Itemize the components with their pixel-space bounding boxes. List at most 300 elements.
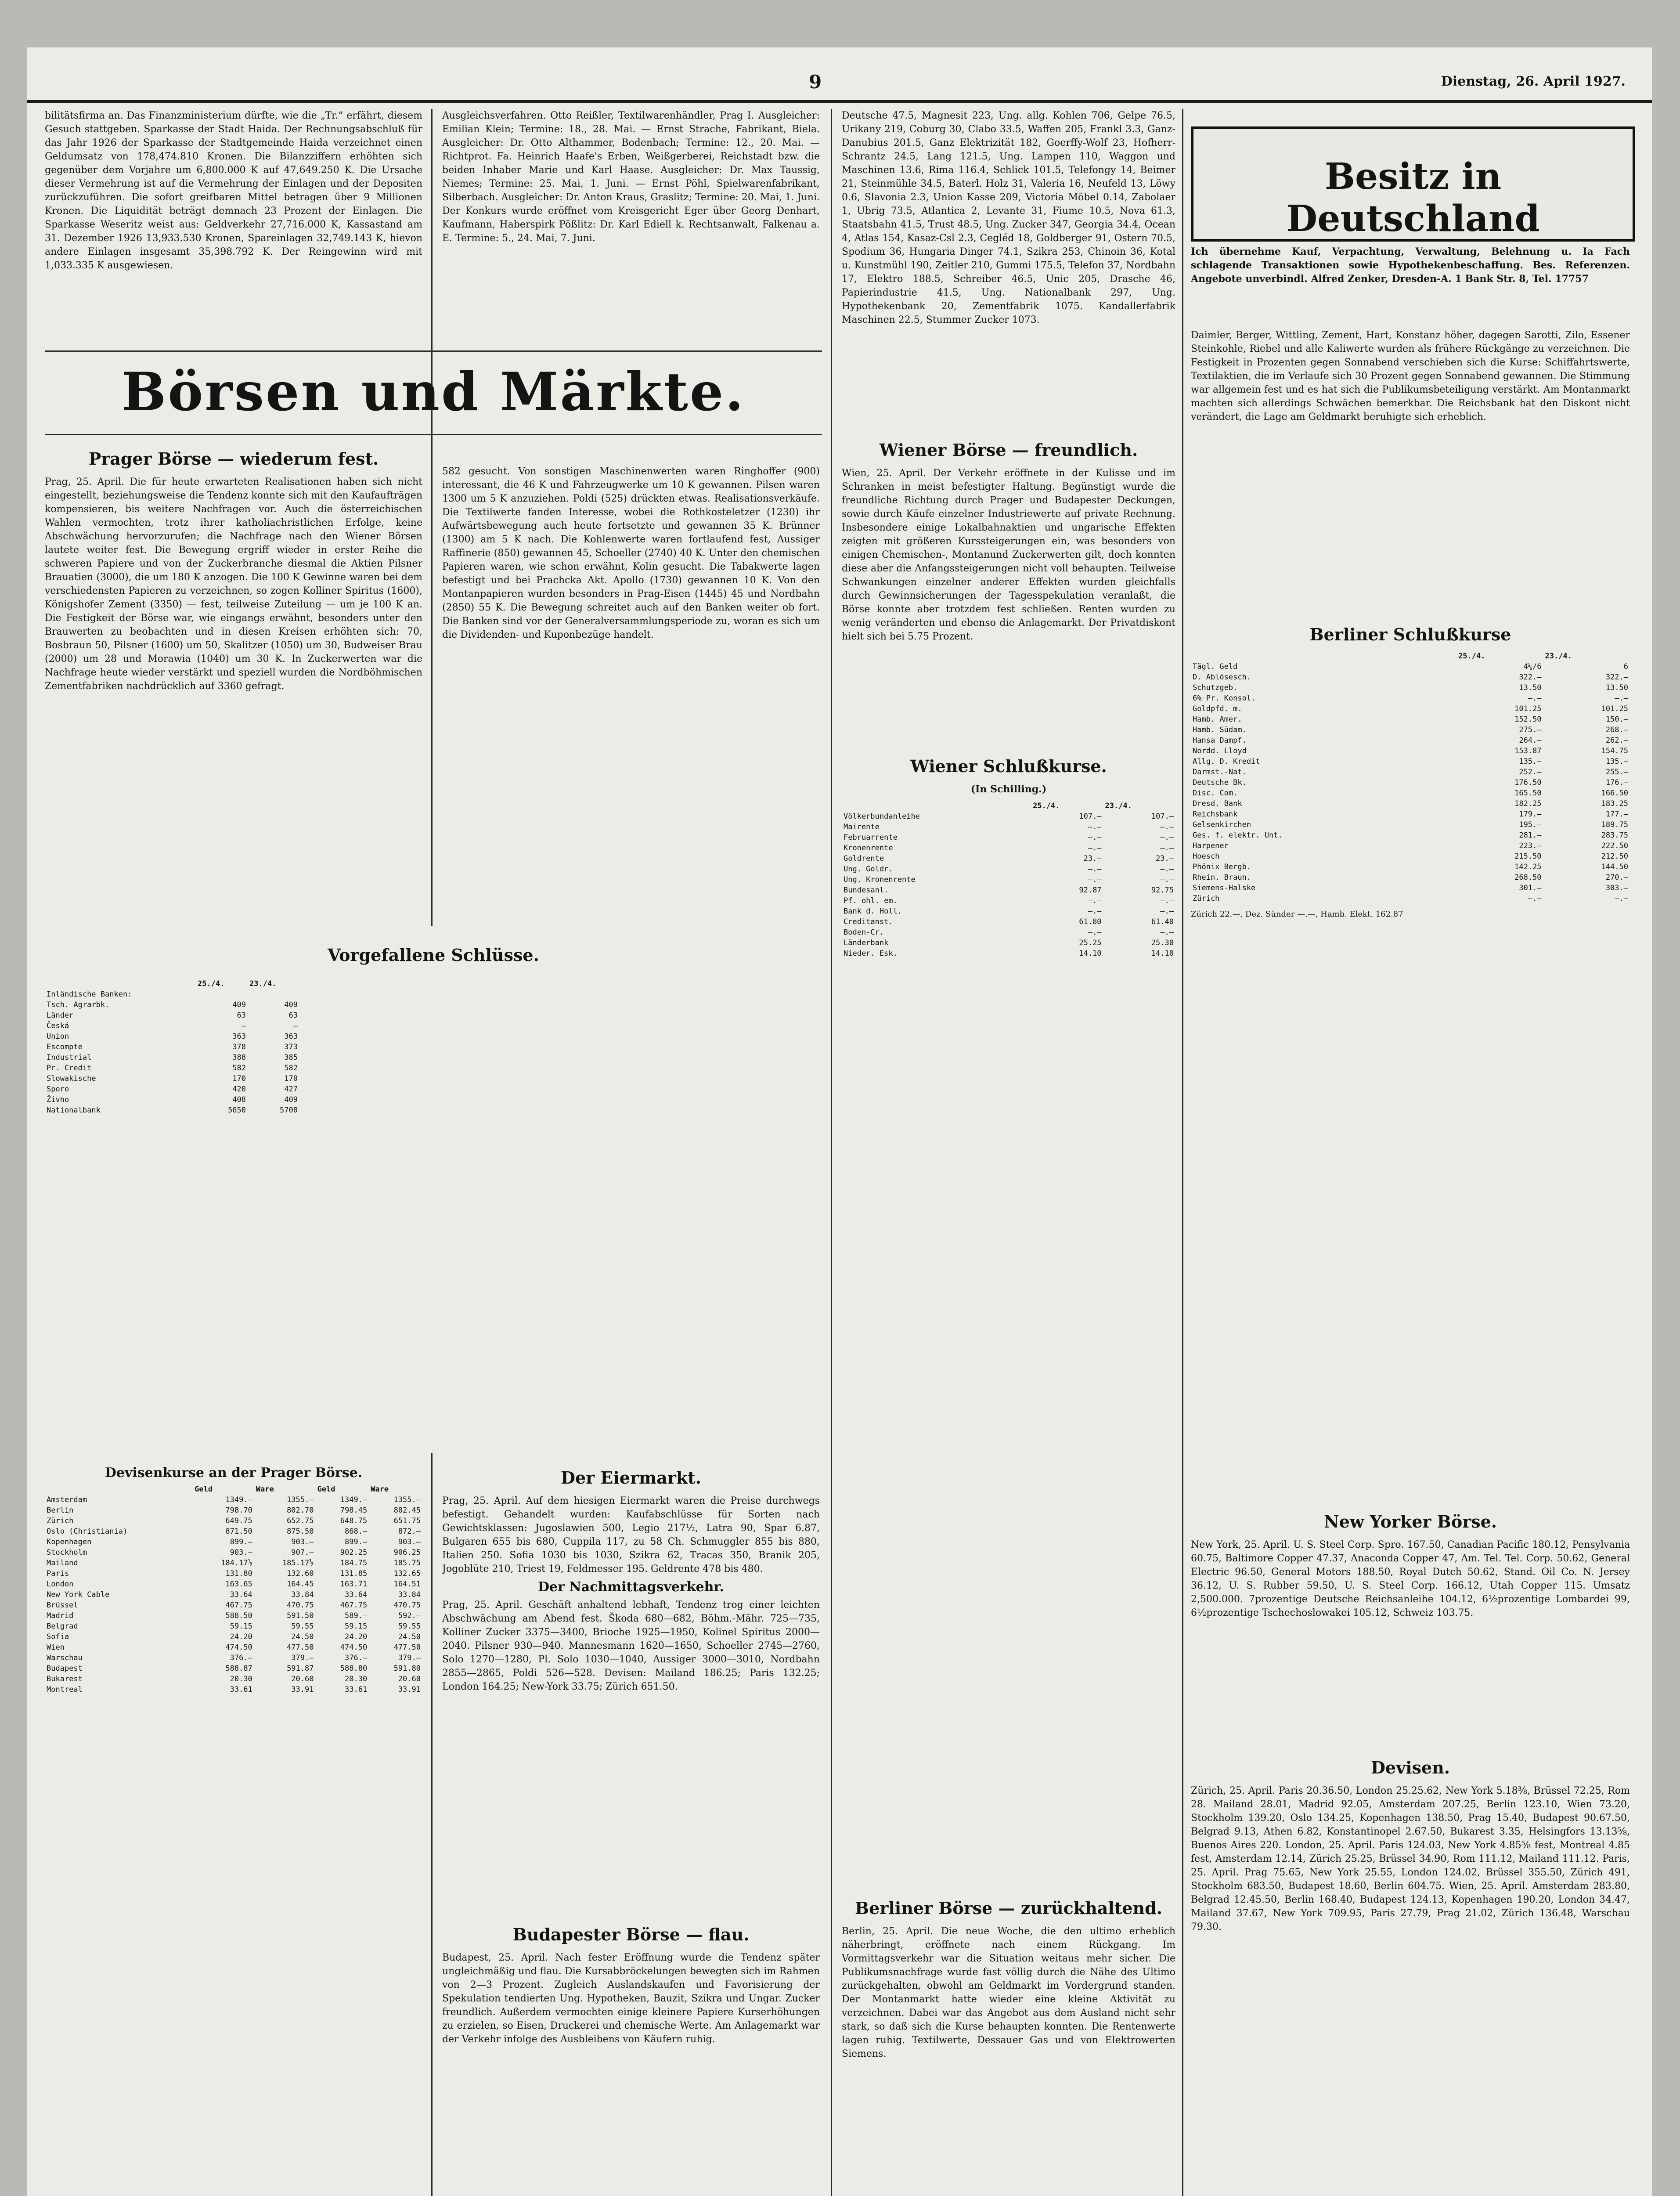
- vienna-close-row: [842, 811, 1175, 822]
- berlin-headline: Berliner Börse — zurückhaltend.: [855, 1898, 1162, 1918]
- table-cell: [196, 989, 248, 1000]
- currency-row-header: [45, 1484, 422, 1495]
- table-cell: 906.25: [393, 1548, 421, 1557]
- table-cell: Länderbank: [844, 939, 889, 947]
- table-cell: 179.—: [1519, 810, 1542, 819]
- berlin-close-row: [1191, 735, 1630, 746]
- table-cell: —.—: [1088, 907, 1102, 916]
- table-cell: 6% Pr. Konsol.: [1193, 694, 1256, 703]
- table-cell: —.—: [1160, 844, 1174, 852]
- currency-row: [45, 1558, 422, 1568]
- table-cell: 20.30: [230, 1675, 252, 1683]
- prague-headline: Prager Börse — wiederum fest.: [88, 449, 379, 469]
- table-cell: 33.84: [291, 1590, 314, 1599]
- table-cell: 189.75: [1601, 820, 1628, 829]
- table-cell: 14.10: [1151, 949, 1174, 958]
- advertisement: [1191, 126, 1635, 242]
- prague-report: Prag, 25. April. Die für heute erwarteten Realisationen haben sich nicht eingestellt, beziehungsweise die Tendenz konnte sich mit den Kaufaufträgen kompensieren, bis weitere Nachfragen vor. Auch die österreichischen Wahlen vermochten, trotz ihrer katholiachristlichen Erfolge, keine Abschwächung hervorzurufen; die Nachfrage nach den Wiener Börsen lautete weiter fest. Die Bewegung ergriff wieder in erster Reihe die schweren Papiere und von der Zuckerbranche diesmal die Aktien Pilsner Brauatien (3000), die um 180 K anzogen. Die 100 K Gewinne waren bei dem verschiedensten Papieren zu verzeichnen, so zogen Kolliner Spiritus (1600), Königshofer Zement (3350) — fest, teilweise Zuteilung — um je 100 K an. Die Festigkeit der Börse war, wie eingangs erwähnt, besonders unter den Brauwerten zu beobachten und in diesen Kreisen erhöhten sich: 70, Bosbraun 50, Pilsner (1600) um 50, Skalitzer (1050) um 30, Budweiser Brau (2000) um 28 und Morawia (1040) um 30 K. In Zuckerwerten war die Nachfrage heute wieder verstärkt und speziell wurden die Nordböhmischen Zementfabriken nachdrücklich auf 3360 gefragt.: [45, 477, 422, 692]
- table-cell: 648.75: [340, 1517, 368, 1525]
- vienna-close-section: [842, 750, 1175, 1875]
- berlin-close-row-header: [1191, 651, 1630, 661]
- table-cell: 899.—: [230, 1538, 252, 1546]
- table-cell: Creditanst.: [844, 917, 893, 926]
- table-cell: Tsch. Agrarbk.: [47, 1000, 110, 1009]
- table-cell: Allg. D. Kredit: [1193, 757, 1260, 766]
- table-cell: —.—: [1615, 894, 1628, 903]
- vienna-close-subtitle: (In Schilling.): [970, 784, 1047, 795]
- table-cell: 903.—: [291, 1538, 314, 1546]
- berlin-close-row: [1191, 693, 1630, 704]
- transaction-row: [45, 1105, 299, 1116]
- table-cell: 652.75: [287, 1517, 314, 1525]
- berlin-report: Berlin, 25. April. Die neue Woche, die den ultimo erheblich näherbringt, eröffnete nach einem Rückgang. Im Vormittagsverkehr war die Situation weitaus mehr sicher. Die Publikumsnachfrage wurde fast völlig durch die Nähe des Ultimo zurückgehalten, obwohl am Geldmarkt im Vordergrund standen. Der Montanmarkt hatte wieder eine kleine Aktivität zu verzeichnen. Dabei war das Angebot aus dem Ausland nicht sehr stark, so daß sich die Kurse behaupten konnten. Die Rentenwerte lagen ruhig. Textilwerte, Dessauer Gas und von Elektrowerten Siemens.: [842, 1926, 1175, 2059]
- table-cell: Ges. f. elektr. Unt.: [1193, 831, 1283, 840]
- table-cell: Sporo: [47, 1085, 69, 1094]
- transaction-row: [45, 1052, 299, 1063]
- table-cell: 474.50: [340, 1643, 368, 1652]
- vienna-headline: Wiener Börse — freundlich.: [879, 440, 1138, 460]
- table-cell: 135.—: [1519, 757, 1542, 766]
- table-cell: Hamb. Südam.: [1193, 726, 1247, 734]
- table-cell: 101.25: [1514, 704, 1542, 713]
- vienna-close-row: [842, 832, 1175, 843]
- currency-row: [45, 1589, 422, 1600]
- column-header: Geld: [195, 1485, 213, 1494]
- table-cell: 420: [232, 1085, 246, 1094]
- table-cell: Escompte: [47, 1043, 83, 1051]
- berlin-close-row: [1191, 851, 1630, 862]
- table-cell: 176.—: [1605, 778, 1628, 787]
- table-cell: Pf. ohl. em.: [844, 896, 898, 905]
- column-header: [45, 1484, 193, 1495]
- vienna-close-row: [842, 874, 1175, 885]
- new-york-report: New York, 25. April. U. S. Steel Corp. Spro. 167.50, Canadian Pacific 180.12, Pensylvania 60.75, Baltimore Copper 47.37, Anaconda Copper 47, Am. Tel. Tel. Corp. 50.62, General Electric 96.50, General Motors 188.50, Royal Dutch 50.62, Stand. Oil Co. N. Jersey 36.12, U. S. Rubber 59.50, U. S. Steel Corp. 166.12, Utah Copper 115. Umsatz 2,500.000. 7prozentige Deutsche Reichsanleihe 104.12, 6½prozentige Lombardei 99, 6½prozentige Tschechoslowakei 105.12, Schweiz 103.75.: [1191, 1539, 1630, 1618]
- table-cell: 582: [232, 1064, 246, 1073]
- table-cell: 270.—: [1605, 873, 1628, 882]
- table-cell: Stockholm: [47, 1548, 87, 1557]
- table-cell: 363: [284, 1032, 298, 1041]
- berlin-close-row: [1191, 661, 1630, 672]
- table-cell: D. Ablösesch.: [1193, 673, 1251, 682]
- table-cell: 185.17½: [282, 1559, 314, 1568]
- table-cell: 281.—: [1519, 831, 1542, 840]
- currency-row: [45, 1642, 422, 1653]
- currency-row: [45, 1516, 422, 1526]
- table-cell: —.—: [1088, 896, 1102, 905]
- table-cell: —.—: [1160, 823, 1174, 831]
- vienna-close-headline: Wiener Schlußkurse.: [910, 756, 1107, 776]
- table-cell: 33.64: [345, 1590, 368, 1599]
- table-cell: 907.—: [291, 1548, 314, 1557]
- table-cell: 467.75: [340, 1601, 368, 1610]
- table-cell: Harpener: [1193, 842, 1229, 850]
- table-cell: 592.—: [398, 1611, 421, 1620]
- transaction-row: [45, 1010, 299, 1021]
- table-cell: 135.—: [1605, 757, 1628, 766]
- table-cell: Montreal: [47, 1685, 83, 1694]
- berlin-close-grid: [1191, 651, 1630, 904]
- vienna-close-row: [842, 948, 1175, 959]
- egg-market-report: Prag, 25. April. Auf dem hiesigen Eiermarkt waren die Preise durchwegs befestigt. Gehandelt wurden: Kaufabschlüsse für Sorten nach Gewichtsklassen: Jugoslawien 500, Legio 217½, Latra 90, Spar 6.87, Bulgaren 655 bis 680, Cuppila 117, zu 58 Ch. Schmuggler 855 bis 880, Italien 250. Sofia 1030 bis 1030, Szikra 62, Tracas 350, Branik 205, Jogoblüte 210, Triest 19, Feldmesser 195. Geldrente 478 bis 480.: [442, 1495, 820, 1575]
- currency-row: [45, 1579, 422, 1589]
- berlin-close-row: [1191, 820, 1630, 830]
- table-cell: Hoesch: [1193, 852, 1220, 861]
- column-header: [842, 801, 1031, 811]
- table-cell: 467.75: [225, 1601, 252, 1610]
- table-cell: 154.75: [1601, 747, 1628, 755]
- table-cell: 152.50: [1514, 715, 1542, 724]
- table-cell: 20.30: [345, 1675, 368, 1683]
- table-cell: 408: [232, 1095, 246, 1104]
- egg-market-headline: Der Eiermarkt.: [561, 1468, 701, 1488]
- table-cell: 802.70: [287, 1506, 314, 1515]
- table-cell: 1349.—: [225, 1495, 252, 1504]
- table-cell: —.—: [1160, 833, 1174, 842]
- berlin-close-row: [1191, 683, 1630, 693]
- currency-row: [45, 1632, 422, 1642]
- table-cell: [248, 989, 299, 1000]
- table-cell: 101.25: [1601, 704, 1628, 713]
- table-cell: Siemens-Halske: [1193, 884, 1256, 892]
- berlin-section: [842, 1892, 1175, 2196]
- table-cell: 177.—: [1605, 810, 1628, 819]
- transactions-headline: Vorgefallene Schlüsse.: [328, 945, 539, 965]
- table-cell: 165.50: [1514, 789, 1542, 798]
- table-cell: Boden-Cr.: [844, 928, 884, 937]
- table-cell: 63: [237, 1011, 246, 1020]
- header-date: Dienstag, 26. April 1927.: [1441, 74, 1626, 89]
- table-cell: 59.15: [345, 1622, 368, 1631]
- table-cell: 195.—: [1519, 820, 1542, 829]
- table-cell: 798.70: [225, 1506, 252, 1515]
- table-cell: —.—: [1088, 833, 1102, 842]
- table-cell: 223.—: [1519, 842, 1542, 850]
- table-cell: 14.10: [1079, 949, 1102, 958]
- table-cell: 25.25: [1079, 939, 1102, 947]
- berlin-close-row: [1191, 767, 1630, 777]
- table-cell: Belgrad: [47, 1622, 78, 1631]
- column-header: [1191, 651, 1456, 661]
- column-rule: [431, 1453, 433, 2196]
- currency-row: [45, 1653, 422, 1663]
- table-cell: —.—: [1615, 694, 1628, 703]
- table-cell: 182.25: [1514, 799, 1542, 808]
- vienna-close-row-header: [842, 801, 1175, 811]
- table-cell: Nordd. Lloyd: [1193, 747, 1247, 755]
- table-cell: 61.40: [1151, 917, 1174, 926]
- table-cell: 1349.—: [340, 1495, 368, 1504]
- table-cell: 33.84: [398, 1590, 421, 1599]
- berlin-close-row: [1191, 841, 1630, 851]
- new-york-headline: New Yorker Börse.: [1323, 1512, 1497, 1531]
- table-cell: Pr. Credit: [47, 1064, 92, 1073]
- table-cell: 262.—: [1605, 736, 1628, 745]
- table-cell: 651.75: [393, 1517, 421, 1525]
- table-cell: 4⅝/6: [1523, 662, 1542, 671]
- table-cell: 798.45: [340, 1506, 368, 1515]
- berlin-close-row: [1191, 714, 1630, 725]
- table-cell: 591.80: [393, 1664, 421, 1673]
- transaction-row: [45, 1084, 299, 1094]
- table-cell: 185.75: [393, 1559, 421, 1568]
- table-cell: 59.55: [398, 1622, 421, 1631]
- table-cell: 142.25: [1514, 863, 1542, 871]
- vienna-section: [842, 434, 1175, 741]
- table-cell: 144.50: [1601, 863, 1628, 871]
- table-cell: 5650: [228, 1106, 246, 1115]
- currency-section: [45, 1462, 422, 2196]
- table-cell: Česká: [47, 1022, 69, 1030]
- article-sparkasse: bilitätsfirma an. Das Finanzministerium dürfte, wie die „Tr.“ erfährt, diesem Gesuch stattgeben. Sparkasse der Stadt Haida. Der Rechnungsabschluß für das Jahr 1926 der Sparkasse der Stadtgemeinde Haida verzeichnet einen Geldumsatz von 178,474.810 Kronen. Die Bilanzziffern erhöhten sich gegenüber dem Vorjahre um 6,800.000 K auf 47,649.250 K. Die Ursache dieser Vermehrung ist auf die Vermehrung der Einlagen und der Depositen zurückzuführen. Die sofort greifbaren Mittel betragen über 9 Millionen Kronen. Die Liquidität beträgt demnach 23 Prozent der Einlagen. Die Sparkasse Weseritz weist aus: Geldverkehr 27,716.000 K, Kassastand am 31. Dezember 1926 13,933.530 Kronen, Spareinlagen 32,749.143 K, hievon andere Einlagen insgesamt 35,398.792 K. Der Reingewinn wird mit 1,033.335 K ausgewiesen.: [45, 110, 422, 271]
- table-cell: Kopenhagen: [47, 1538, 92, 1546]
- table-cell: London: [47, 1580, 74, 1589]
- table-cell: 899.—: [345, 1538, 368, 1546]
- column-header: Ware: [256, 1485, 274, 1494]
- table-cell: 176.50: [1514, 778, 1542, 787]
- table-cell: Gelsenkirchen: [1193, 820, 1251, 829]
- table-cell: Kronenrente: [844, 844, 893, 852]
- new-york-section: [1191, 1506, 1630, 1752]
- table-cell: 303.—: [1605, 884, 1628, 892]
- table-cell: 33.61: [345, 1685, 368, 1694]
- table-cell: Bukarest: [47, 1675, 83, 1683]
- prague-section: [45, 443, 422, 935]
- table-cell: 868.—: [345, 1527, 368, 1536]
- table-cell: 132.65: [393, 1569, 421, 1578]
- table-cell: Ung. Kronenrente: [844, 875, 916, 884]
- vienna-close-grid: [842, 801, 1175, 959]
- table-cell: 589.—: [345, 1611, 368, 1620]
- table-cell: 427: [284, 1085, 298, 1094]
- table-cell: 184.75: [340, 1559, 368, 1568]
- berlin-right-report: Daimler, Berger, Wittling, Zement, Hart, Konstanz höher, dagegen Sarotti, Zilo, Essener Steinkohle, Riebel und alle Kaliwerte wurden als frühere Rückgänge zu verzeichnen. Die Festigkeit in Prozenten gegen Sonnabend verschieben sich die Kurse: Schiffahrtswerte, Textilaktien, die im Verlaufe sich 30 Prozent gegen Sonnabend gewannen. Die Stimmung war allgemein fest und es hat sich die Publikumsbeteiligung verstärkt. Am Montanmarkt machten sich allerdings Schwächen bemerkbar. Die Reichsbank hat den Diskont nicht verändert, die Lage am Geldmarkt beruhigte sich erheblich.: [1191, 330, 1630, 423]
- currency-row: [45, 1505, 422, 1516]
- column-header: Geld: [317, 1485, 335, 1494]
- column-header: [45, 979, 196, 989]
- table-cell: 264.—: [1519, 736, 1542, 745]
- table-cell: Zürich: [47, 1517, 74, 1525]
- table-cell: 591.50: [287, 1611, 314, 1620]
- column-header: 25./4.: [198, 979, 225, 988]
- table-cell: 6: [1623, 662, 1628, 671]
- column-header: 25./4.: [1458, 652, 1485, 661]
- banner-rule: [45, 434, 822, 435]
- egg-market-section: [442, 1462, 820, 1910]
- table-cell: 107.—: [1079, 812, 1102, 821]
- table-cell: Sofia: [47, 1633, 69, 1641]
- table-cell: 470.75: [393, 1601, 421, 1610]
- column-header: 23./4.: [1105, 802, 1132, 810]
- table-cell: 409: [284, 1000, 298, 1009]
- table-cell: Brüssel: [47, 1601, 78, 1610]
- table-cell: 477.50: [287, 1643, 314, 1652]
- table-cell: Bundesanl.: [844, 886, 889, 895]
- produce-headline: Der Nachmittagsverkehr.: [538, 1579, 724, 1595]
- table-cell: 477.50: [393, 1643, 421, 1652]
- table-cell: 24.50: [291, 1633, 314, 1641]
- transactions-table: [45, 979, 299, 1453]
- table-cell: Paris: [47, 1569, 69, 1578]
- table-cell: 474.50: [225, 1643, 252, 1652]
- table-cell: —.—: [1088, 875, 1102, 884]
- berlin-close-row: [1191, 672, 1630, 683]
- table-cell: Phönix Bergb.: [1193, 863, 1251, 871]
- table-cell: 222.50: [1601, 842, 1628, 850]
- currency-grid: [45, 1484, 422, 1695]
- table-cell: —: [241, 1022, 246, 1030]
- table-cell: 183.25: [1601, 799, 1628, 808]
- table-cell: 591.87: [287, 1664, 314, 1673]
- currency-row: [45, 1526, 422, 1537]
- table-cell: 379.—: [398, 1654, 421, 1662]
- table-cell: Nationalbank: [47, 1106, 101, 1115]
- table-cell: Disc. Com.: [1193, 789, 1238, 798]
- table-cell: 268.50: [1514, 873, 1542, 882]
- table-cell: —.—: [1160, 928, 1174, 937]
- article-ausgleich: Ausgleichsverfahren. Otto Reißler, Textilwarenhändler, Prag I. Ausgleicher: Emilian Klein; Termine: 18., 28. Mai. — Ernst Strache, Fabrikant, Biela. Ausgleicher: Dr. Otto Althammer, Bodenbach; Termine: 12., 20. Mai. — Richtprot. Fa. Heinrich Haafe's Erben, Weißgerberei, Reichstadt bzw. die beiden Inhaber Marie und Karl Haase. Ausgleicher: Dr. Max Taussig, Niemes; Termine: 25. Mai, 1. Juni. — Ernst Pöhl, Spielwarenfabrikant, Silberbach. Ausgleicher: Dr. Anton Kraus, Graslitz; Termine: 20. Mai, 1. Juni. Der Konkurs wurde eröffnet vom Kreisgericht Eger über Georg Denhart, Kaufmann, Haberspirk Pößlitz: Dr. Karl Ediell k. Rechtsanwalt, Falkenau a. E. Termine: 5., 24. Mai, 7. Juni.: [442, 110, 820, 244]
- table-cell: —.—: [1088, 865, 1102, 874]
- table-cell: 322.—: [1605, 673, 1628, 682]
- currency-row: [45, 1611, 422, 1621]
- table-cell: Živno: [47, 1095, 69, 1104]
- table-cell: 170: [232, 1074, 246, 1083]
- table-cell: 163.71: [340, 1580, 368, 1589]
- berlin-close-row: [1191, 777, 1630, 788]
- table-cell: 376.—: [345, 1654, 368, 1662]
- column-rule: [831, 109, 832, 2196]
- table-cell: 61.80: [1079, 917, 1102, 926]
- table-cell: 588.87: [225, 1664, 252, 1673]
- transaction-row: [45, 1042, 299, 1052]
- table-cell: 252.—: [1519, 768, 1542, 777]
- table-cell: 379.—: [291, 1654, 314, 1662]
- berlin-close-row: [1191, 756, 1630, 767]
- table-cell: —.—: [1160, 875, 1174, 884]
- berlin-close-headline: Berliner Schlußkurse: [1309, 625, 1511, 644]
- table-cell: 23.—: [1083, 854, 1102, 863]
- table-cell: Oslo (Christiania): [47, 1527, 128, 1536]
- berlin-close-row: [1191, 809, 1630, 820]
- table-cell: Warschau: [47, 1654, 83, 1662]
- table-cell: 268.—: [1605, 726, 1628, 734]
- table-cell: —.—: [1528, 694, 1542, 703]
- table-cell: 13.50: [1519, 683, 1542, 692]
- table-cell: 33.61: [230, 1685, 252, 1694]
- table-cell: 23.—: [1156, 854, 1174, 863]
- table-cell: 13.50: [1605, 683, 1628, 692]
- table-cell: Hamb. Amer.: [1193, 715, 1242, 724]
- table-cell: 33.91: [291, 1685, 314, 1694]
- vienna-close-row: [842, 927, 1175, 938]
- newspaper-page: [27, 47, 1652, 2196]
- table-cell: 163.65: [225, 1580, 252, 1589]
- table-cell: 373: [284, 1043, 298, 1051]
- berlin-close-row: [1191, 704, 1630, 714]
- table-cell: 582: [284, 1064, 298, 1073]
- berlin-close-row: [1191, 893, 1630, 904]
- table-cell: Mairente: [844, 823, 880, 831]
- table-cell: 409: [232, 1000, 246, 1009]
- currency-row: [45, 1537, 422, 1547]
- table-cell: 255.—: [1605, 768, 1628, 777]
- table-cell: 409: [284, 1095, 298, 1104]
- table-cell: 376.—: [230, 1654, 252, 1662]
- table-cell: Union: [47, 1032, 69, 1041]
- currency-row: [45, 1568, 422, 1579]
- table-cell: Budapest: [47, 1664, 83, 1673]
- table-cell: 212.50: [1601, 852, 1628, 861]
- berlin-close-row: [1191, 862, 1630, 872]
- currencies-section: [1191, 1752, 1630, 2196]
- table-cell: Slowakische: [47, 1074, 96, 1083]
- table-cell: 649.75: [225, 1517, 252, 1525]
- table-cell: 588.50: [225, 1611, 252, 1620]
- prague-report-continued: 582 gesucht. Von sonstigen Maschinenwerten waren Ringhoffer (900) interessant, die 46 K und Fahrzeugwerke um 10 K gewannen. Pilsen waren 1300 um 5 K anzuziehen. Poldi (525) drückten etwas. Realisationsverkäufe. Die Textilwerte fanden Interesse, wobei die Rothkosteletzer (1230) ihr Aufwärtsbewegung auch heute fortsetzte und gewannen 35 K. Brünner (1300) am 5 K nach. Die Kohlenwerte waren fortlaufend fest, Aussiger Raffinerie (850) gewannen 45, Schoeller (2740) 40 K. Unter den chemischen Papieren waren, wie schon erwähnt, Kolin gesucht. Die Tabakwerte lagen befestigt und bei Prachcka Akt. Apollo (1730) gewannen 10 K. Von den Montanpapieren wurden besonders in Prag-Eisen (1445) 45 und Nordbahn (2850) 55 K. Die Bewegung schreitet auch auf den Banken weiter ob fort. Die Banken sind vor der Generalversammlungsperiode zu, woran es sich um die Dividenden- und Kuponbezüge handelt.: [442, 466, 820, 640]
- column-rule: [1182, 109, 1183, 2196]
- table-cell: 802.45: [393, 1506, 421, 1515]
- table-cell: 385: [284, 1053, 298, 1062]
- currency-row: [45, 1674, 422, 1684]
- table-cell: Zürich: [1193, 894, 1220, 903]
- table-cell: Darmst.-Nat.: [1193, 768, 1247, 777]
- table-cell: —.—: [1528, 894, 1542, 903]
- table-cell: 363: [232, 1032, 246, 1041]
- table-cell: 875.50: [287, 1527, 314, 1536]
- banner-rule: [45, 350, 822, 352]
- table-cell: 150.—: [1605, 715, 1628, 724]
- transactions-grid: [45, 979, 299, 1116]
- transaction-row: [45, 1094, 299, 1105]
- currency-row: [45, 1547, 422, 1558]
- transaction-row: [45, 1073, 299, 1084]
- berlin-close-row: [1191, 788, 1630, 798]
- table-cell: Deutsche Bk.: [1193, 778, 1247, 787]
- column-header: Ware: [371, 1485, 389, 1494]
- table-cell: 33.91: [398, 1685, 421, 1694]
- table-cell: —.—: [1088, 823, 1102, 831]
- transactions-column-2: [308, 979, 563, 1453]
- column-header: 23./4.: [1545, 652, 1572, 661]
- column-header: 23./4.: [249, 979, 277, 988]
- currency-row: [45, 1495, 422, 1505]
- transaction-row: [45, 1063, 299, 1073]
- table-cell: Inländische Banken:: [47, 990, 132, 999]
- transaction-row: [45, 1031, 299, 1042]
- table-cell: Dresd. Bank: [1193, 799, 1242, 808]
- vienna-close-row: [842, 822, 1175, 832]
- table-cell: 184.17½: [221, 1559, 252, 1568]
- table-cell: Völkerbundanleihe: [844, 812, 920, 821]
- budapest-report: Budapest, 25. April. Nach fester Eröffnung wurde die Tendenz später ungleichmäßig und flau. Die Kursabbröckelungen bewegten sich im Rahmen von 2—3 Prozent. Zugleich Auslandskaufen und Favorisierung der Spekulation tendierten Ung. Hypotheken, Bauzit, Szikra und Ungar. Zucker freundlich. Außerdem vermochten einige kleinere Papiere Kurserhöhungen zu erzielen, so Eisen, Druckerei und chemische Werte. Am Anlagemarkt war der Verkehr infolge des Ausbleibens von Käufern ruhig.: [442, 1952, 820, 2045]
- table-cell: 283.75: [1601, 831, 1628, 840]
- transaction-row: [45, 1000, 299, 1010]
- berlin-close-row: [1191, 872, 1630, 883]
- table-cell: 24.20: [345, 1633, 368, 1641]
- vienna-report: Wien, 25. April. Der Verkehr eröffnete in der Kulisse und im Schranken in meist befestigter Haltung. Begünstigt wurde die freundliche Richtung durch Prager und Budapester Deckungen, sowie durch Käufe einzelner Industriewerte auf private Rechnung. Insbesondere einige Lokalbahnaktien und ungarische Effekten zeigten mit größeren Kurssteigerungen ein, was besonders von einigen Chemischen-, Montanund Zuckerwerten gilt, doch konnten diese aber die Anfangssteigerungen nicht voll behaupten. Teilweise Schwankungen einzelner anderer Effekten wurden gleichfalls durch Gewinnsicherungen der Tagesspekulation veranlaßt, die Börse konnte aber trotzdem fest schließen. Renten wurden zu wenig veränderten und ebenso die Anlagemarkt. Der Privatdiskont hielt sich bei 5.75 Prozent.: [842, 468, 1175, 642]
- table-cell: Amsterdam: [47, 1495, 87, 1504]
- currency-row: [45, 1684, 422, 1695]
- vienna-close-row: [842, 885, 1175, 896]
- table-cell: 24.50: [398, 1633, 421, 1641]
- table-cell: 215.50: [1514, 852, 1542, 861]
- table-cell: Nieder. Esk.: [844, 949, 898, 958]
- page-number: 9: [809, 71, 822, 93]
- vienna-close-row: [842, 896, 1175, 906]
- table-cell: 275.—: [1519, 726, 1542, 734]
- table-cell: 1355.—: [287, 1495, 314, 1504]
- table-cell: 322.—: [1519, 673, 1542, 682]
- table-cell: Länder: [47, 1011, 74, 1020]
